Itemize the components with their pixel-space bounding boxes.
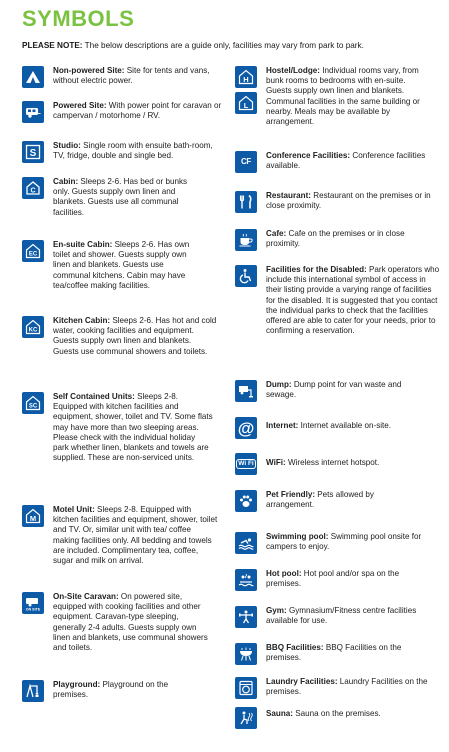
entry-gym xyxy=(235,606,441,628)
entry-text: Gymnasium/Fitness centre facilities available for use. xyxy=(266,606,417,626)
wheelchair-icon xyxy=(235,265,257,287)
entry-bbq-facilities xyxy=(235,643,426,665)
entry-hostel-lodge xyxy=(235,66,431,127)
entry-hot-pool xyxy=(235,569,411,591)
entry-label: On-Site Caravan: xyxy=(53,592,119,601)
entry-studio xyxy=(22,141,218,163)
paw-icon xyxy=(235,490,257,512)
entry-text: Hot pool and/or spa on the premises. xyxy=(266,569,400,589)
please-note xyxy=(22,41,442,51)
entry-label: Swimming pool: xyxy=(266,532,329,541)
lodge-icon xyxy=(235,92,257,114)
cabin-icon xyxy=(22,177,44,199)
entry-text: Site for tents and vans, without electric power. xyxy=(53,66,210,86)
entry-label: Studio: xyxy=(53,141,81,150)
entry-text: Swimming pool onsite for campers to enjoy. xyxy=(266,532,422,552)
entry-text: With power point for caravan or campervan / motorhome / RV. xyxy=(53,101,222,121)
sauna-icon xyxy=(235,707,257,729)
entry-label: Sauna: xyxy=(266,709,293,718)
svg-text:M: M xyxy=(29,514,37,523)
entry-label: Cabin: xyxy=(53,177,79,186)
svg-text:C: C xyxy=(30,187,36,195)
svg-text:KC: KC xyxy=(28,327,38,334)
entry-label: WiFi: xyxy=(266,458,286,467)
entry-text: Sleeps 2-8. Equipped with kitchen facilities and equipment, shower, toilet and TV. Some flats may have more than two sleeping areas. Please check with the individual holiday park whether linen, blankets and towels are supplied. These are non-serviced units. xyxy=(53,392,213,463)
entry-ensuite-cabin xyxy=(22,240,203,291)
entry-text: Park operators who include this international symbol of access in their listing provide a varying range of facilities for the disabled. It is suggested that you contact the individual parks to check that the facilities offered are able to cater for your needs, prior to confirming a reservation. xyxy=(266,265,440,336)
ensuite-cabin-icon xyxy=(22,240,44,262)
entry-conference-facilities xyxy=(235,151,436,173)
note-text: The below descriptions are a guide only, facilities may vary from park to park. xyxy=(82,41,364,50)
onsite-caravan-icon xyxy=(22,592,44,614)
entry-text: Internet available on-site. xyxy=(298,421,392,430)
conference-icon: CF xyxy=(235,151,257,173)
restaurant-icon xyxy=(235,191,257,213)
tent-icon xyxy=(22,66,44,88)
entry-label: Facilities for the Disabled: xyxy=(266,265,367,274)
hot-pool-icon xyxy=(235,569,257,591)
entry-swimming-pool xyxy=(235,532,436,554)
entry-label: Restaurant: xyxy=(266,191,311,200)
entry-powered-site xyxy=(22,101,223,123)
studio-icon xyxy=(22,141,44,163)
entry-label: Conference Facilities: xyxy=(266,151,351,160)
gym-icon xyxy=(235,606,257,628)
cafe-icon xyxy=(235,229,257,251)
laundry-icon xyxy=(235,677,257,699)
entry-kitchen-cabin xyxy=(22,316,218,357)
entry-restaurant xyxy=(235,191,431,213)
entry-label: Non-powered Site: xyxy=(53,66,125,75)
entry-label: Playground: xyxy=(53,680,101,689)
entry-label: Kitchen Cabin: xyxy=(53,316,111,325)
kitchen-cabin-icon xyxy=(22,316,44,338)
entry-cafe xyxy=(235,229,406,251)
entry-text: Pets allowed by arrangement. xyxy=(266,490,374,510)
caravan-icon xyxy=(22,101,44,123)
page-title: SYMBOLS xyxy=(22,6,135,31)
entry-on-site-caravan xyxy=(22,592,213,653)
entry-sauna xyxy=(235,707,436,729)
entry-text: Playground on the premises. xyxy=(53,680,169,700)
entry-internet xyxy=(235,417,436,439)
entry-label: Motel Unit: xyxy=(53,505,95,514)
motel-icon xyxy=(22,505,44,527)
entry-motel-unit xyxy=(22,505,218,566)
entry-label: Powered Site: xyxy=(53,101,107,110)
entry-label: Hostel/Lodge: xyxy=(266,66,320,75)
entry-label: Dump: xyxy=(266,380,292,389)
entry-text: BBQ Facilities on the premises. xyxy=(266,643,402,663)
entry-text: Sleeps 2-6. Has bed or bunks only. Guests supply own linen and blankets. Guests use all communal facilities. xyxy=(53,177,188,217)
entry-cabin xyxy=(22,177,193,218)
entry-text: Wireless internet hotspot. xyxy=(285,458,380,467)
entry-label: BBQ Facilities: xyxy=(266,643,324,652)
entry-text: Sleeps 2-6. Has hot and cold water, cooking facilities and equipment. Guests supply own linen and blankets. Guests use communal showers and toilets. xyxy=(53,316,217,356)
entry-text: Conference facilities available. xyxy=(266,151,426,171)
entry-text: Laundry Facilities on the premises. xyxy=(266,677,428,697)
entry-text: Single room with ensuite bath-room, TV, fridge, double and single bed. xyxy=(53,141,213,161)
entry-label: Pet Friendly: xyxy=(266,490,316,499)
playground-icon xyxy=(22,680,44,702)
entry-dump xyxy=(235,380,416,402)
svg-text:ON SITE: ON SITE xyxy=(25,607,41,611)
svg-text:SC: SC xyxy=(28,403,38,410)
entry-label: Gym: xyxy=(266,606,287,615)
entry-label: Cafe: xyxy=(266,229,287,238)
note-label: PLEASE NOTE: xyxy=(22,41,83,50)
entry-pet-friendly xyxy=(235,490,386,512)
entry-label: Self Contained Units: xyxy=(53,392,135,401)
entry-non-powered-site xyxy=(22,66,213,88)
entry-self-contained-units xyxy=(22,392,213,463)
svg-text:L: L xyxy=(243,101,249,110)
hostel-icon xyxy=(235,66,257,88)
bbq-icon xyxy=(235,643,257,665)
entry-facilities-disabled xyxy=(235,265,441,336)
entry-text: Restaurant on the premises or in close proximity. xyxy=(266,191,431,211)
entry-label: Hot pool: xyxy=(266,569,302,578)
svg-text:H: H xyxy=(243,75,249,84)
self-contained-icon xyxy=(22,392,44,414)
internet-icon: @ xyxy=(235,417,257,439)
entry-label: Laundry Facilities: xyxy=(266,677,338,686)
entry-text: Individual rooms vary, from bunk rooms to bedrooms with en-suite. Guests supply own linen and blankets. Communal facilities in the same building or nearby. Meals may be available by arrangement. xyxy=(266,66,420,127)
wifi-icon: Wi Fi xyxy=(235,453,257,475)
entry-laundry-facilities xyxy=(235,677,441,699)
entry-text: On powered site, equipped with cooking facilities and other equipment. Caravan-type sleeping, generally 2-4 adults. Guests supply own linen and blankets, use communal showers and toilets. xyxy=(53,592,208,653)
svg-text:EC: EC xyxy=(28,251,38,258)
entry-text: Sauna on the premises. xyxy=(293,709,381,718)
entry-label: Internet: xyxy=(266,421,299,430)
entry-playground xyxy=(22,680,173,702)
svg-text:S: S xyxy=(29,148,37,159)
entry-text: Dump point for van waste and sewage. xyxy=(266,380,402,400)
dump-icon xyxy=(235,380,257,402)
entry-wifi xyxy=(235,453,436,475)
entry-text: Sleeps 2-6. Has own toilet and shower. Guests supply own linen and blankets. Guests use communal kitchens. Cabin may have tea/coffee making facilities. xyxy=(53,240,190,290)
entry-label: En-suite Cabin: xyxy=(53,240,113,249)
entry-text: Sleeps 2-8. Equipped with kitchen facilities and equipment, shower, toilet and TV. Or, similar unit with tea/ coffee making facilities only. All bedding and towels are included. Complimentary tea, coffee, sugar and milk on arrival. xyxy=(53,505,218,566)
entry-text: Cafe on the premises or in close proximity. xyxy=(266,229,405,249)
swimming-icon xyxy=(235,532,257,554)
